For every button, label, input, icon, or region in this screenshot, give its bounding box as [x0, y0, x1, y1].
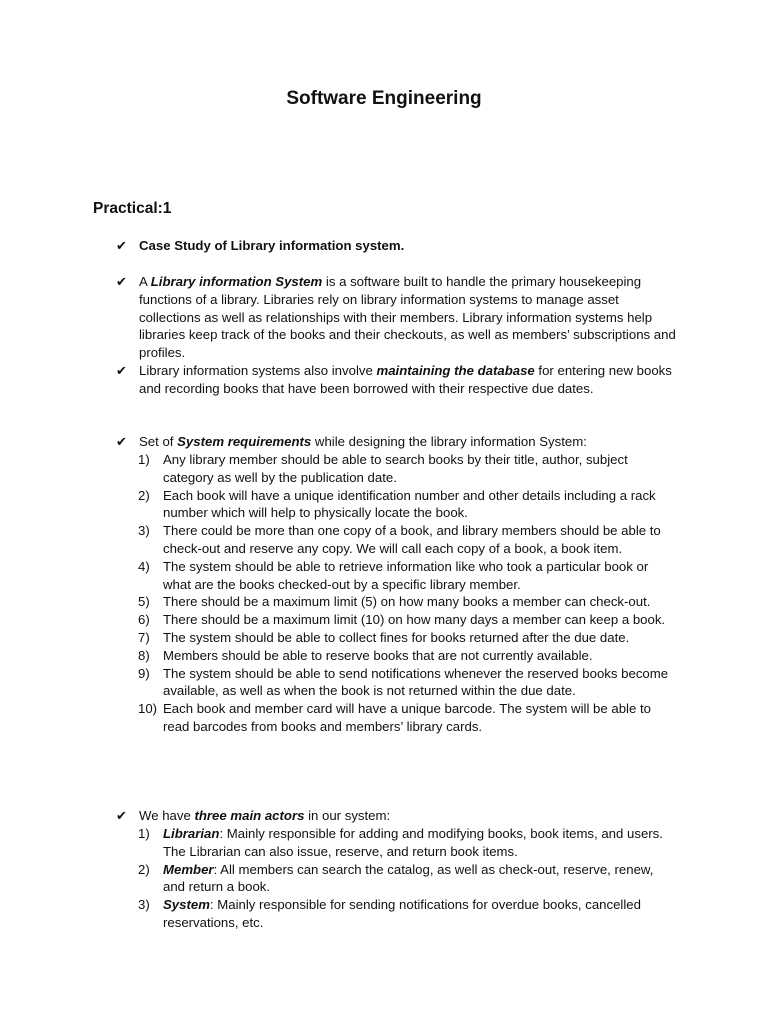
checkmark-icon: ✔: [116, 274, 127, 289]
list-item: 9) The system should be able to send notifications whenever the reserved books become available, as well as when the book is not returned within the due date.: [138, 665, 669, 699]
list-item: 2) Member: All members can search the catalog, as well as check-out, reserve, renew, and return a book.: [138, 861, 654, 895]
actor-name: Librarian: [163, 826, 220, 841]
list-item: 5) There should be a maximum limit (5) on how many books a member can check-out.: [138, 594, 651, 610]
checkmark-icon: ✔: [116, 808, 127, 823]
requirements-list: [138, 451, 678, 736]
list-item: 1) Librarian: Mainly responsible for adding and modifying books, book items, and users. The Librarian can also issue, reserve, and return book items.: [138, 826, 663, 859]
bullet-text: Case Study of Library information system.: [139, 238, 405, 253]
emphasis: three main actors: [194, 808, 305, 823]
actor-name: Member: [163, 861, 214, 877]
list-item: 10) Each book and member card will have a unique barcode. The system will be able to read barcodes from books and members’ library cards.: [138, 701, 651, 734]
bullet-text: A Library information System is a software built to handle the primary housekeeping functions of a library. Libraries rely on library information systems to manage asset collections as well as relationships with their members. Library information systems help libraries keep track of the books and their checkouts, as well as members’ subscriptions and profiles.: [139, 274, 676, 361]
checkmark-icon: ✔: [116, 434, 127, 449]
checkmark-icon: ✔: [116, 363, 127, 378]
actor-name: System: [163, 897, 210, 913]
bullet-text: We have three main actors in our system:: [139, 808, 391, 823]
emphasis: System requirements: [177, 434, 312, 449]
checkmark-icon: ✔: [116, 238, 127, 253]
list-item: 6) There should be a maximum limit (10) on how many days a member can keep a book.: [138, 612, 666, 628]
list-item: 4) The system should be able to retrieve information like who took a particular book or what are the books checked-out by a specific library member.: [138, 558, 649, 592]
list-item: 2) Each book will have a unique identification number and other details including a rack number which will help to physically locate the book.: [138, 487, 656, 521]
list-item: 1) Any library member should be able to search books by their title, author, subject category as well by the publication date.: [138, 452, 628, 485]
emphasis: Library information System: [150, 274, 323, 289]
list-item: 8) Members should be able to reserve books that are not currently available.: [138, 647, 593, 663]
actors-list: [138, 825, 678, 932]
list-item: 7) The system should be able to collect fines for books returned after the due date.: [138, 629, 630, 645]
bullet-text: Library information systems also involve maintaining the database for entering new books and recording books that have been borrowed with their respective due dates.: [139, 363, 672, 396]
document-title: Software Engineering: [286, 88, 482, 109]
practical-heading: Practical:1: [93, 200, 172, 217]
bullet-text: Set of System requirements while designing the library information System:: [139, 434, 587, 449]
emphasis: maintaining the database: [376, 363, 535, 378]
list-item: 3) There could be more than one copy of a book, and library members should be able to check-out and reserve any copy. We will call each copy of a book, a book item.: [138, 523, 661, 556]
list-item: 3) System: Mainly responsible for sending notifications for overdue books, cancelled reservations, etc.: [138, 897, 641, 930]
